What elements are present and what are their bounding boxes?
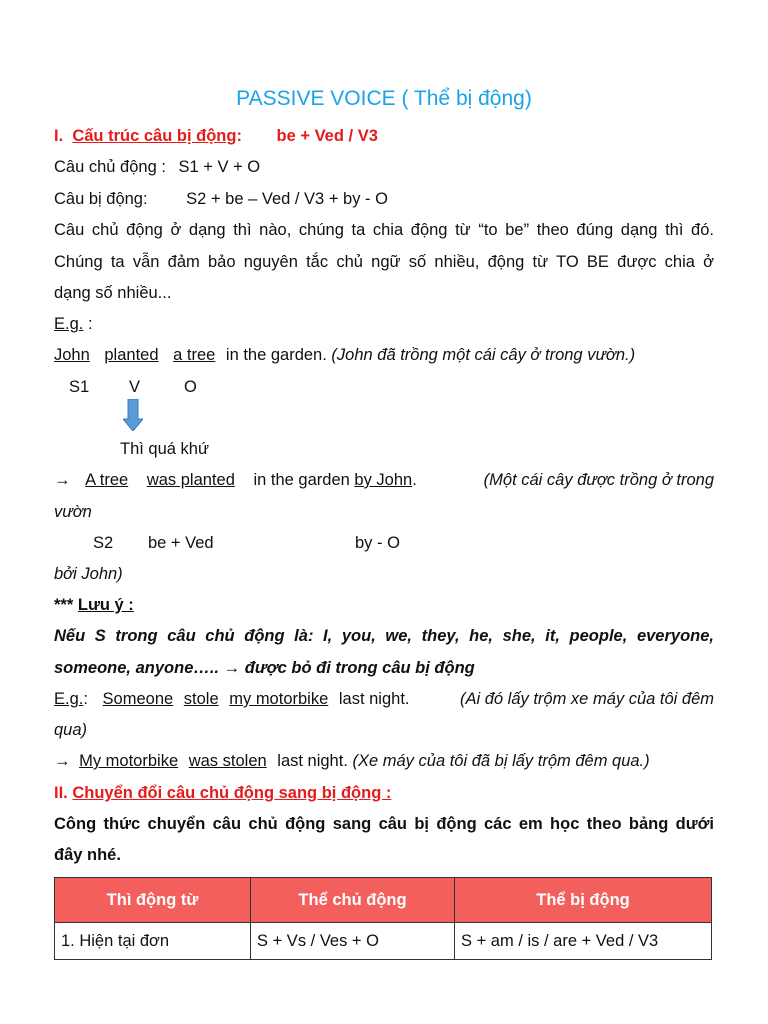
section2-number: II. <box>54 784 68 802</box>
note-line1: Nếu S trong câu chủ động là: I, you, we, they, he, she, it, people, everyone, <box>54 627 714 645</box>
eg2-p-rest: last night. <box>277 752 348 770</box>
eg1-object: a tree <box>173 346 216 364</box>
section2-line1: Công thức chuyển câu chủ động sang câu bị động các em học theo bảng dưới <box>54 815 714 833</box>
eg1-by-o: by - O <box>355 534 400 552</box>
para1-line2: Chúng ta vẫn đảm bảo nguyên tắc chủ ngữ số nhiều, động từ TO BE được chia ở <box>54 253 714 271</box>
eg1-passive-sentence <box>54 471 714 490</box>
note-line2 <box>54 659 475 678</box>
active-label: Câu chủ động : <box>54 158 166 176</box>
eg2-active-sentence <box>54 690 714 709</box>
eg1-p-agent: by John <box>354 471 413 489</box>
eg1-be: be + Ved <box>148 534 214 552</box>
para1-line1: Câu chủ động ở dạng thì nào, chúng ta chia động từ “to be” theo đúng dạng thì đó. <box>54 221 714 239</box>
table-cell-active: S + Vs / Ves + O <box>251 923 455 960</box>
active-formula: S1 + V + O <box>178 158 261 176</box>
eg1-colon: : <box>83 315 93 333</box>
passive-formula: S2 + be – Ved / V3 + by - O <box>186 190 388 208</box>
eg1-tense: Thì quá khứ <box>120 440 210 458</box>
eg1-s2: S2 <box>93 534 114 552</box>
note-line2b: được bỏ đi trong câu bị động <box>244 659 475 677</box>
eg2-translation2: qua) <box>54 721 88 739</box>
conversion-table <box>54 877 712 960</box>
table-cell-tense: 1. Hiện tại đơn <box>55 923 251 960</box>
eg1-verb: planted <box>104 346 159 364</box>
passive-label: Câu bị động: <box>54 190 148 208</box>
section1-heading <box>54 127 378 146</box>
table-header-tense: Thì động từ <box>55 878 251 923</box>
eg1-active-sentence <box>54 346 635 365</box>
eg1-p-translation2: vườn <box>54 503 92 521</box>
eg2-passive-sentence <box>54 752 650 771</box>
active-line <box>54 158 260 177</box>
right-arrow-icon: → <box>54 471 71 489</box>
table-row <box>55 923 712 960</box>
eg2-p-verb: was stolen <box>188 752 267 770</box>
eg2-p-subject: My motorbike <box>79 752 179 770</box>
note-arrow-icon: → <box>223 659 241 677</box>
eg2-label: E.g. <box>54 690 84 708</box>
eg1-v: V <box>129 378 141 396</box>
note-label: Lưu ý : <box>77 596 134 614</box>
passive-line <box>54 190 388 209</box>
eg1-translation: (John đã trồng một cái cây ở trong vườn.) <box>331 346 636 364</box>
eg1-p-subject: A tree <box>85 471 129 489</box>
down-arrow-icon <box>123 399 143 431</box>
eg1-p-translation1: (Một cái cây được trồng ở trong <box>483 471 714 489</box>
section2-heading <box>54 784 391 803</box>
eg2-colon: : <box>83 690 88 708</box>
section2-line2: đây nhé. <box>54 846 121 864</box>
table-header-row <box>55 878 712 923</box>
eg1-p-period: . <box>412 471 417 489</box>
para1-line3: dạng số nhiều... <box>54 284 172 302</box>
section1-formula: be + Ved / V3 <box>276 127 378 145</box>
eg1-label: E.g. <box>54 315 84 333</box>
eg1-o: O <box>184 378 197 396</box>
note-line2a: someone, anyone….. <box>54 659 220 677</box>
eg1-s1: S1 <box>69 378 90 396</box>
eg2-verb: stole <box>183 690 219 708</box>
eg1-p-translation3: bởi John) <box>54 565 123 583</box>
eg1-subject: John <box>54 346 90 364</box>
note-stars: *** <box>54 596 74 614</box>
table-header-active: Thể chủ động <box>251 878 455 923</box>
note-heading <box>54 596 134 615</box>
table-header-passive: Thể bị động <box>455 878 712 923</box>
right-arrow-icon: → <box>54 752 71 770</box>
eg2-translation1: (Ai đó lấy trộm xe máy của tôi đêm <box>459 690 714 708</box>
eg1-p-verb: was planted <box>146 471 235 489</box>
eg2-p-translation: (Xe máy của tôi đã bị lấy trộm đêm qua.) <box>352 752 650 770</box>
eg2-object: my motorbike <box>229 690 329 708</box>
section1-number: I. <box>54 127 64 145</box>
eg2-rest: last night. <box>338 690 410 708</box>
page-title: PASSIVE VOICE ( Thể bị động) <box>236 87 532 110</box>
section1-colon: : <box>236 127 242 145</box>
eg1-label-line <box>54 315 93 334</box>
section1-title: Cấu trúc câu bị động <box>72 127 237 145</box>
eg2-subject: Someone <box>102 690 174 708</box>
eg1-p-place: in the garden <box>253 471 350 489</box>
table-cell-passive: S + am / is / are + Ved / V3 <box>455 923 712 960</box>
eg1-rest: in the garden. <box>225 346 327 364</box>
section2-title: Chuyển đổi câu chủ động sang bị động : <box>72 784 392 802</box>
